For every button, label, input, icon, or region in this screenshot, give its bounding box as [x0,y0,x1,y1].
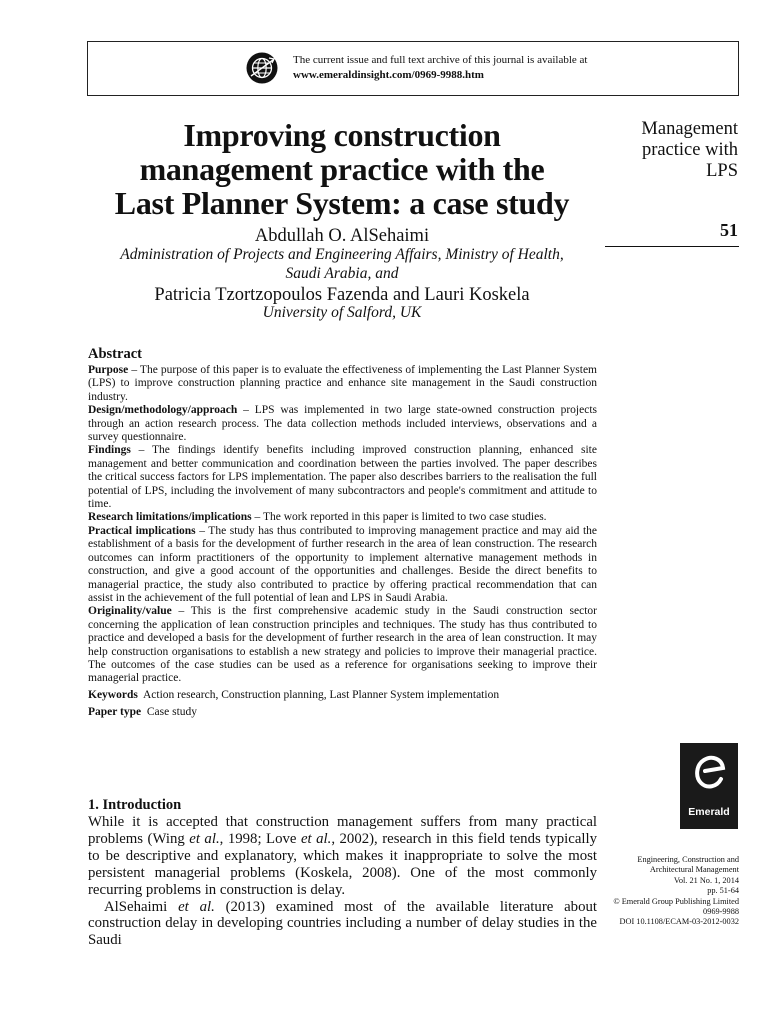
affiliation-line: Saudi Arabia, and [285,265,399,282]
text-run: (2013) examined most of the available literature about construction delay in developing countries including a number of delay studies in the Saudi [88,898,597,949]
keywords-text: Action research, Construction planning, Last Planner System implementation [142,688,500,701]
notice-line: The current issue and full text archive of this journal is available at [293,54,588,66]
running-title-line: LPS [706,161,738,181]
abstract-practical-implications [88,525,597,605]
research-text: – The work reported in this paper is limited to two case studies. [251,511,547,524]
practical-text: – The study has thus contributed to improving management practice and may aid the establishment of a basis for the development of further research in the area of lean construction. The research outcomes can inform practitioners of the opportunity to implement alternative management methods in construction, and give a good account of the opportunities and challenges. Beside the direct benefits to managerial practice, the study also contributed to practice by offering practical recommendation that can assist in the achievement of the full potential of lean and LPS in Saudi Arabia. [88,524,598,604]
abstract-originality [88,605,597,685]
author-primary: Abdullah O. AlSehaimi [254,226,430,246]
originality-text: – This is the first comprehensive academic study in the Saudi construction sector concerning the application of lean construction principles and techniques. The study has thus contributed to practice and developed a basis for the development of further research in the area of lean construction. It may help construction organisations to establish a new strategy and policies to improve their managerial practice. The outcomes of the case studies can be used as a reference for organisations seeking to improve their managerial practice. [88,605,597,685]
journal-notice-box [87,41,739,96]
issn: 0969-9988 [703,907,739,917]
introduction-paragraph [88,814,597,899]
text-run-italic: et al. [178,898,215,915]
globe-icon [246,52,278,84]
practical-label: Practical implications [88,524,196,537]
purpose-text: – The purpose of this paper is to evaluate the effectiveness of implementing the Last Planner System (LPS) to improve construction planning practice and enhance site management in the Saudi construction industry. [88,364,597,403]
notice-text [293,53,587,83]
abstract-heading: Abstract [88,346,142,362]
journal-name-line: Engineering, Construction and [637,855,739,864]
introduction-paragraph [88,899,597,950]
emerald-e-mark-icon [691,749,727,797]
originality-label: Originality/value [88,605,172,618]
findings-text: – The findings identify benefits including improved construction planning, enhanced site management and better communication and coordination between the parties involved. The paper describes the critical success factors for LPS implementation. The paper also describes barriers to the realisation the full potential of LPS, including the involvement of many subcontractors and people's commitment and attitude to time. [88,444,597,511]
research-label: Research limitations/implications [88,511,252,524]
title-line: management practice with the [139,151,545,187]
affiliation-secondary: University of Salford, UK [262,304,422,321]
text-run-italic: et al. [300,830,332,847]
affiliation-line: Administration of Projects and Engineering Affairs, Ministry of Health, [120,246,564,263]
keywords [88,687,597,703]
abstract-design [88,404,597,444]
title-line: Last Planner System: a case study [114,185,570,221]
paper-type-text: Case study [146,705,198,718]
journal-name-line: Architectural Management [649,865,739,875]
journal-url-link[interactable]: www.emeraldinsight.com/0969-9988.htm [293,69,484,81]
running-title-line: practice with [641,140,738,160]
findings-label: Findings [88,444,131,457]
abstract-section [88,345,597,720]
text-run: While it is accepted that construction management suffers from many practical problems (Wing [88,814,597,847]
introduction-section [88,797,597,949]
page-range: pp. 51-64 [707,886,739,896]
design-text: – LPS was implemented in two large state-owned construction projects through an action research process. The data collection methods included interviews, observations and a survey questionnaire. [88,404,597,444]
design-label: Design/methodology/approach [88,404,238,417]
author-secondary: Patricia Tzortzopoulos Fazenda and Lauri Koskela [154,285,530,305]
doi[interactable]: DOI 10.1108/ECAM-03-2012-0032 [619,917,739,927]
purpose-label: Purpose [88,364,129,376]
introduction-heading: 1. Introduction [88,797,182,813]
abstract-research-limitations [88,511,597,524]
running-title-line: Management [641,119,738,139]
running-title [610,119,738,182]
volume-info: Vol. 21 No. 1, 2014 [673,875,739,885]
text-run: , 2002), research in this field tends typically to be descriptive and explanatory, which makes it inappropriate to solve the most persistent managerial problems (Koskela, 2008). One of the most commonly recurring problems in construction is delay. [88,830,598,898]
paper-type-label: Paper type [88,705,142,718]
text-run: AlSehaimi [104,898,179,915]
page-number: 51 [720,220,738,240]
affiliation-primary [82,245,602,283]
copyright-line: © Emerald Group Publishing Limited [613,896,739,906]
text-run-italic: et al. [189,830,220,847]
abstract-purpose [88,364,597,404]
paper-type [88,704,597,720]
keywords-label: Keywords [88,688,138,701]
text-run: , 1998; Love [219,830,301,847]
sidebar-divider [605,246,739,247]
abstract-findings [88,444,597,511]
emerald-wordmark: Emerald [688,806,730,818]
publication-info [600,855,739,928]
emerald-logo [680,743,738,829]
title-line: Improving construction [183,117,501,153]
paper-title [82,118,602,220]
